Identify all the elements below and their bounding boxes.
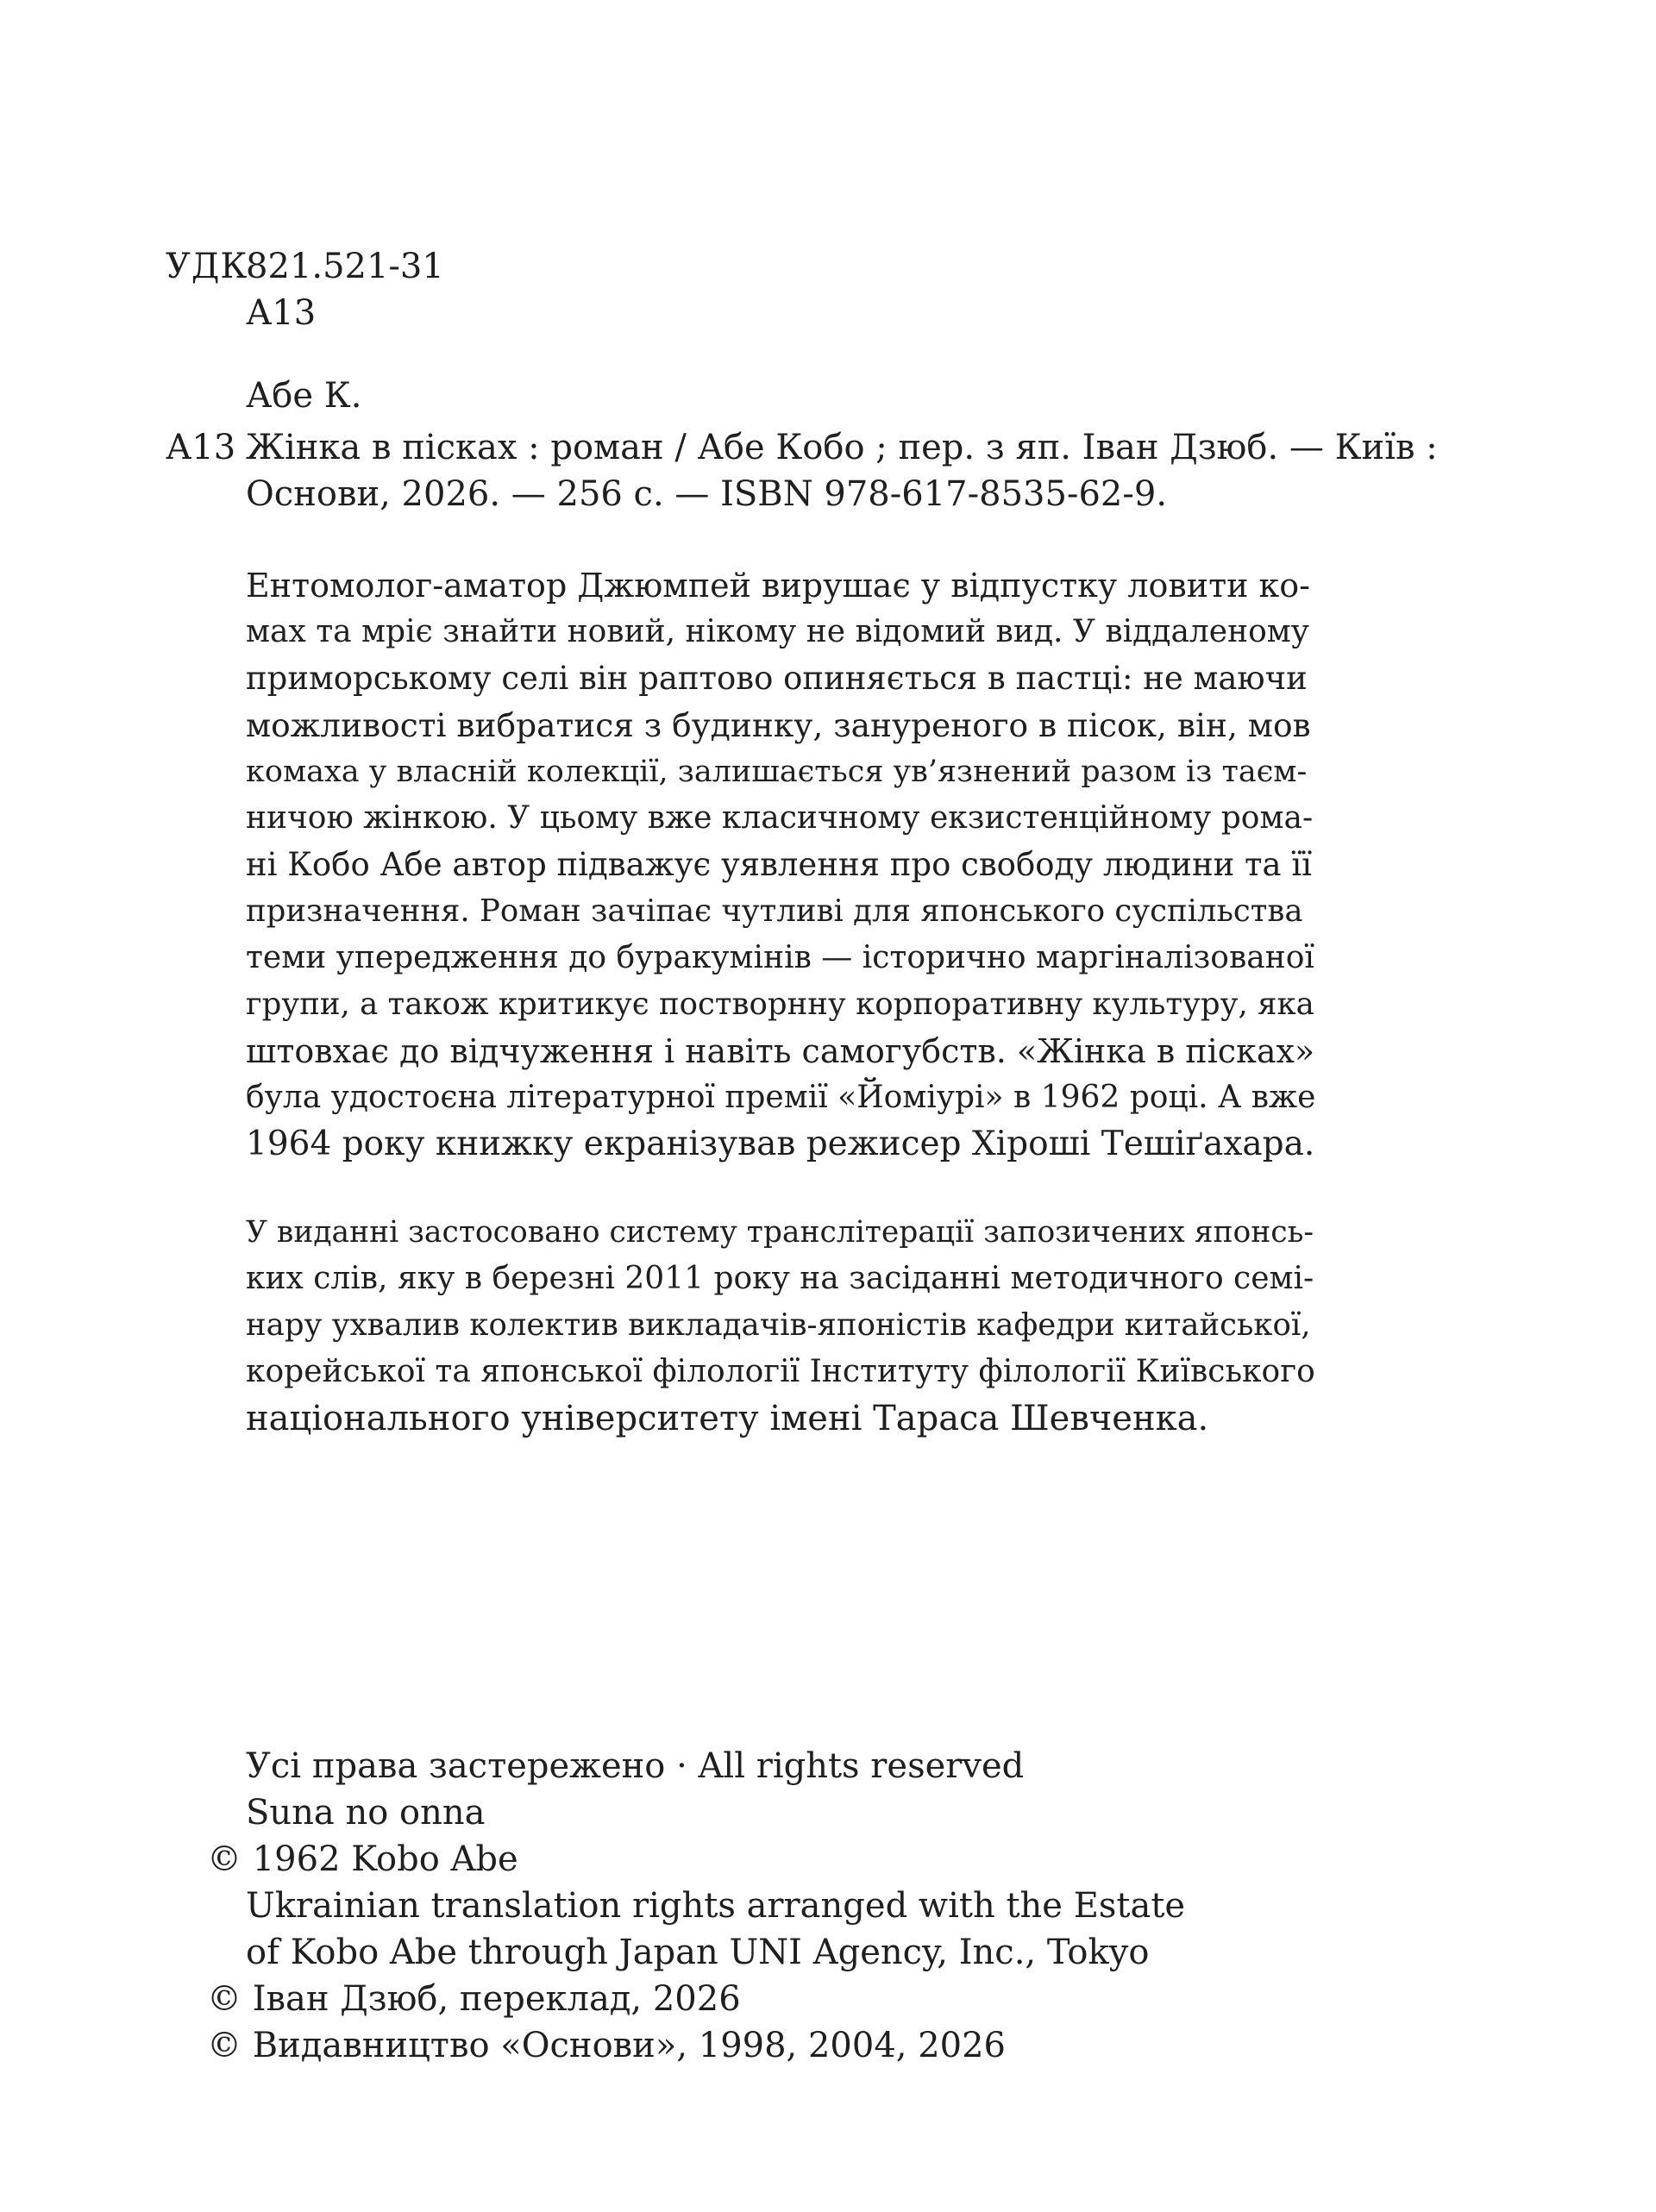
annotation-line: можливості вибратися з будинку, зануреного в пісок, він, мов — [246, 706, 1311, 744]
annotation-line: штовхає до відчуження і навіть самогубств. «Жінка в пісках» — [246, 1032, 1315, 1070]
entry-mark: А13 — [166, 428, 236, 467]
annotation-line: була удостоєна літературної премії «Йоміурі» в 1962 році. А вже — [246, 1080, 1316, 1115]
udk-label: УДК — [166, 247, 248, 286]
copyright-translator: © Іван Дзюб, переклад, 2026 — [207, 1979, 741, 2019]
note-line: національного університету імені Тараса Шевченка. — [246, 1399, 1209, 1438]
copyright-block — [207, 1743, 1414, 2069]
annotation-paragraph — [246, 562, 1315, 1168]
copyright-author: © 1962 Kobo Abe — [207, 1839, 518, 1879]
note-line: корейської та японської філології Інституту філології Київського — [246, 1354, 1315, 1389]
rights-line: Усі права застережено · All rights reserved — [246, 1746, 1025, 1786]
annotation-line: мах та мріє знайти новий, нікому не відомий вид. У віддаленому — [246, 614, 1309, 649]
rights-note-line-2: of Kobo Abe through Japan UNI Agency, Inc., Tokyo — [246, 1933, 1150, 1972]
author-heading: Абе К. — [246, 376, 362, 416]
annotation-line: 1964 року книжку екранізував режисер Хіроші Тешіґахара. — [246, 1125, 1315, 1163]
annotation-line: приморському селі він раптово опиняється в пастці: не маючи — [246, 660, 1308, 697]
copyright-publisher: © Видавництво «Основи», 1998, 2004, 2026 — [207, 2026, 1006, 2065]
author-mark: А13 — [246, 293, 317, 333]
original-title: Suna no onna — [246, 1793, 486, 1833]
annotation-line: комаха у власній колекції, залишається ув’язнений разом із таєм- — [246, 755, 1308, 789]
note-line: У виданні застосовано систему транслітерації запозичених японсь- — [246, 1215, 1314, 1250]
annotation-line: ничою жінкою. У цьому вже класичному екзистенційному рома- — [246, 800, 1314, 836]
rights-note-line-1: Ukrainian translation rights arranged with the Estate — [246, 1886, 1186, 1926]
annotation-line: призначення. Роман зачіпає чутливі для японського суспільства — [246, 893, 1303, 929]
entry-line-1: Жінка в пісках : роман / Абе Кобо ; пер. з яп. Іван Дзюб. — Київ : — [246, 428, 1438, 467]
annotation-line: групи, а також критикує постворнну корпоративну культуру, яка — [246, 987, 1314, 1022]
transliteration-note — [246, 1209, 1315, 1442]
annotation-line: Ентомолог-аматор Джюмпей вирушає у відпустку ловити ко- — [246, 567, 1310, 605]
note-line: ких слів, яку в березні 2011 року на засіданні методичного семі- — [246, 1261, 1314, 1296]
entry-line-2: Основи, 2026. — 256 с. — ISBN 978-617-8535-62-9. — [246, 474, 1168, 514]
note-line: нару ухвалив колектив викладачів-японістів кафедри китайської, — [246, 1307, 1311, 1343]
annotation-line: ні Кобо Абе автор підважує уявлення про свободу людини та її — [246, 846, 1313, 883]
annotation-line: теми упередження до буракумінів — історично маргіналізованої — [246, 940, 1314, 975]
udk-code: 821.521-31 — [246, 247, 444, 286]
